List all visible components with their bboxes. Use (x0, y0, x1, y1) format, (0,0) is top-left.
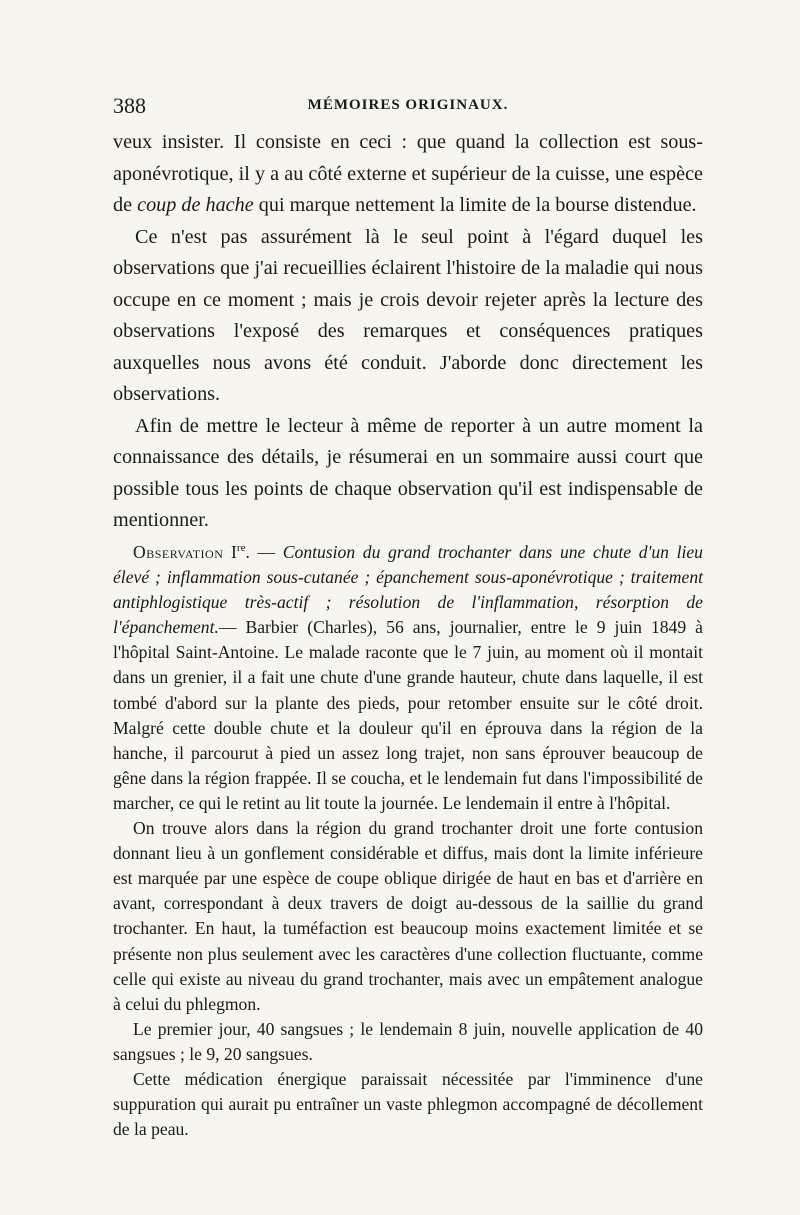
page-number: 388 (113, 93, 146, 118)
observation-heading-paragraph (113, 540, 703, 816)
observation-paragraph-2: On trouve alors dans la région du grand trochanter droit une forte contusion donnant lieu à un gonflement considérable et diffus, mais dont la limite inférieure est marquée par une espèce de coupe oblique dirigée de haut en bas et d'arrière en avant, correspondant à deux travers de doigt au-dessous de la saillie du grand trochanter. En haut, la tuméfaction est beaucoup moins exactement limitée et se présente non plus seulement avec les caractères d'une collection fluctuante, comme celle qui existe au niveau du grand trochanter, mais avec un empâtement analogue à celui du phlegmon. (113, 818, 703, 1014)
observation-summary: Contusion du grand trochanter dans une chute d'un lieu élevé ; inflammation sous-cutanée ; épanchement sous-aponévrotique ; traitement antiphlogistique très-actif ; résolution de l'inflammation, résorption de l'épanchement. (113, 542, 703, 638)
observation-paragraph-4: Cette médication énergique paraissait nécessitée par l'imminence d'une suppuration qui aurait pu entraîner un vaste phlegmon accompagné de décollement de la peau. (113, 1068, 703, 1140)
observation-label: Observation (133, 542, 224, 562)
running-head (113, 93, 703, 123)
paragraph-1-start: veux insister. Il consiste en ceci : que quand la collection est sous-aponévrotique, il y a au côté externe et supérieur de la cuisse, une espèce de (113, 131, 703, 216)
observation-separator: . — (245, 542, 283, 562)
observation-paragraph-3: Le premier jour, 40 sangsues ; le lendemain 8 juin, nouvelle application de 40 sangsues ; le 9, 20 sangsues. (113, 1018, 703, 1064)
observation-number-sup: re (236, 542, 246, 555)
paragraph-2: Ce n'est pas assurément là le seul point à l'égard duquel les observations que j'ai recueillies éclairent l'histoire de la maladie qui nous occupe en ce moment ; mais je crois devoir rejeter après la lecture des observations l'exposé des remarques et conséquences pratiques auxquelles nous avons été conduit. J'aborde donc directement les observations. (113, 225, 703, 405)
observation-number: I (231, 542, 237, 562)
paragraph-1 (113, 127, 703, 222)
paragraph-1-italic: coup de hache (137, 194, 254, 216)
paragraph-1-end: qui marque nettement la limite de la bourse distendue. (253, 194, 697, 216)
paragraph-3: Afin de mettre le lecteur à même de reporter à un autre moment la connaissance des détails, je résumerai en un sommaire aussi court que possible tous les points de chaque observation qu'il est indispensable de mentionner. (113, 414, 703, 531)
observation-section (113, 540, 703, 1142)
running-title: MÉMOIRES ORIGINAUX. (307, 97, 509, 113)
observation-case-text: — Barbier (Charles), 56 ans, journalier, entre le 9 juin 1849 à l'hôpital Saint-Antoine. Le malade raconte que le 7 juin, au moment où il montait dans un grenier, il a fait une chute d'une grande hauteur, chute dans laquelle, il est tombé d'abord sur la plante des pieds, pour retomber ensuite sur le côté droit. Malgré cette double chute et la douleur qu'il en éprouva dans la région de la hanche, il parcourut à pied un assez long trajet, non sans éprouver beaucoup de gêne dans la région frappée. Il se coucha, et le lendemain fut dans l'impossibilité de marcher, ce qui le retint au lit toute la journée. Le lendemain il entre à l'hôpital. (113, 617, 703, 813)
main-text (113, 127, 703, 537)
